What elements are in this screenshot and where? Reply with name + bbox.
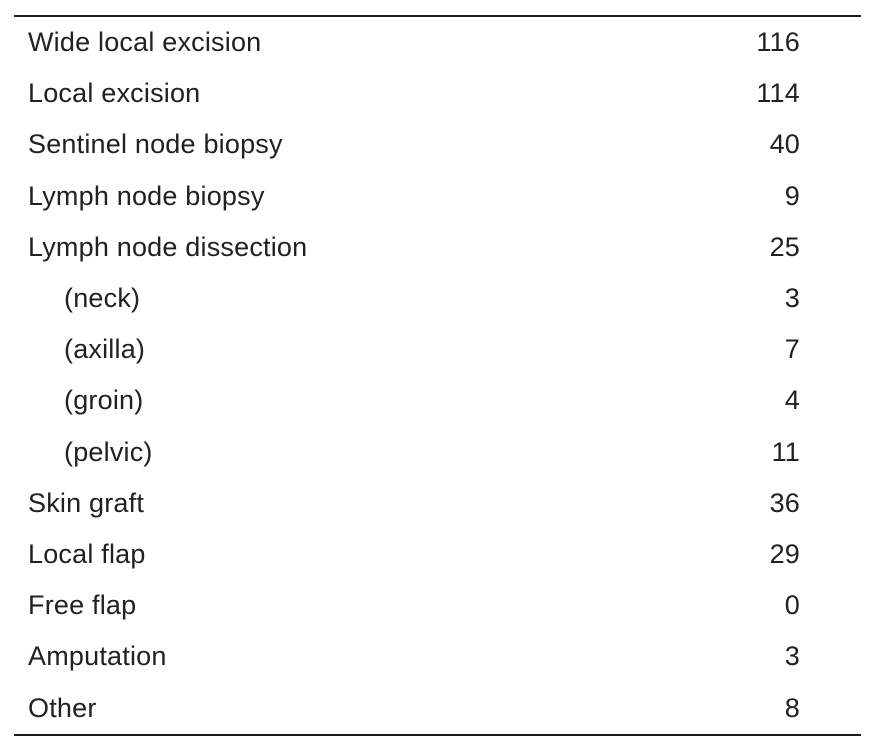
table-row [14,171,861,222]
procedure-count: 25 [769,231,800,262]
procedure-count: 0 [784,590,800,621]
table-row [14,631,861,682]
procedure-label: Lymph node biopsy [28,180,265,211]
table-row [14,478,861,529]
procedure-count: 4 [784,385,800,416]
procedure-label: Wide local excision [28,27,262,58]
procedure-count: 8 [784,692,800,723]
table-row [14,324,861,375]
procedure-label: Skin graft [28,487,145,518]
procedure-label: Other [28,692,97,723]
table-row [14,17,861,68]
procedure-count: 3 [784,641,800,672]
procedure-count: 116 [756,27,800,58]
procedure-label: Sentinel node biopsy [28,129,283,160]
table-row [14,529,861,580]
procedure-label: (neck) [64,283,141,314]
procedure-count: 29 [769,538,800,569]
procedure-label: Local excision [28,78,201,109]
procedure-count: 7 [784,334,800,365]
table-row [14,222,861,273]
procedure-label: Lymph node dissection [28,231,308,262]
procedure-count: 36 [769,487,800,518]
procedure-count: 40 [769,129,800,160]
procedure-count: 11 [771,436,800,467]
procedures-table [14,15,861,736]
table-row [14,375,861,426]
procedure-label: (axilla) [64,334,146,365]
table-row [14,68,861,119]
table-row [14,273,861,324]
procedure-label: (groin) [64,385,144,416]
table-row [14,580,861,631]
procedure-count: 114 [756,78,800,109]
table-row [14,427,861,478]
procedure-count: 9 [784,180,800,211]
table-row [14,119,861,170]
procedure-count: 3 [784,283,800,314]
procedure-label: Amputation [28,641,167,672]
table-row [14,682,861,733]
procedure-label: Free flap [28,590,137,621]
procedure-label: (pelvic) [64,436,153,467]
procedure-label: Local flap [28,538,146,569]
